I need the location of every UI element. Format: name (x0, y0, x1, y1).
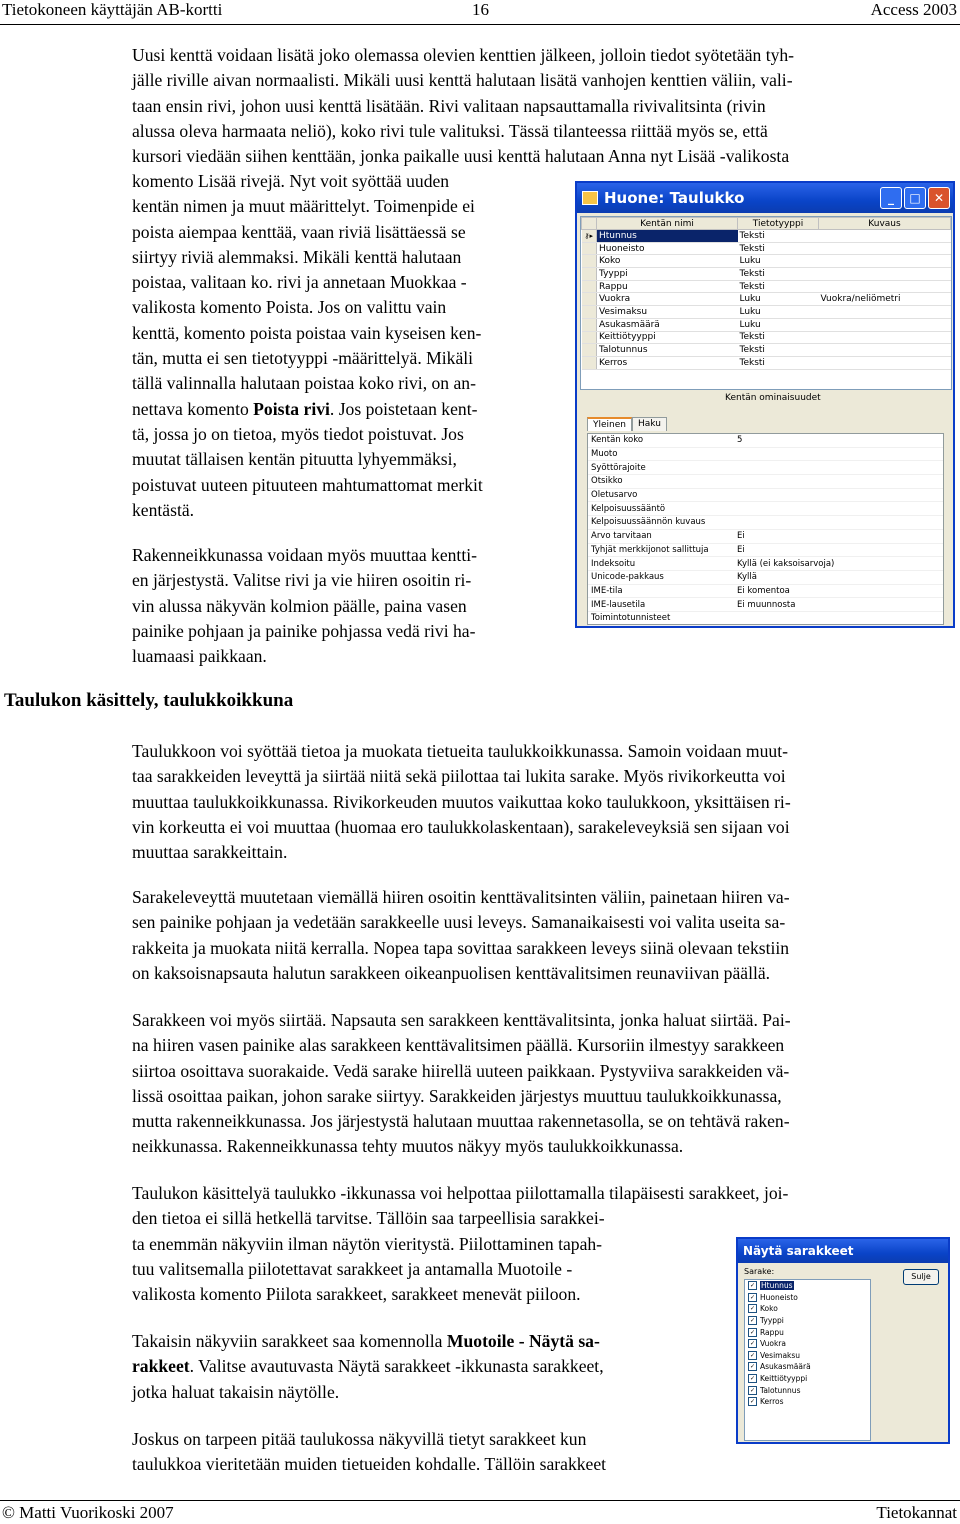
field-desc[interactable] (819, 230, 951, 243)
property-value[interactable]: Ei (734, 529, 943, 543)
property-row[interactable] (588, 475, 943, 489)
text-line: Rakenneikkunassa voidaan myös muuttaa kentti- (132, 545, 477, 565)
row-selector-header (582, 218, 597, 230)
text-line: Taulukon käsittelyä taulukko -ikkunassa voi helpottaa piilottamalla tilapäisesti sarakkeet, joi- (132, 1183, 789, 1203)
property-label: Kentän koko (588, 434, 734, 447)
text-line: jälle riville aivan normaalisti. Mikäli uusi kenttä halutaan lisätä vanhojen kenttien väliin, vali- (132, 70, 793, 91)
list-item[interactable] (745, 1396, 870, 1408)
row-selector[interactable] (582, 255, 597, 268)
property-label: Kelpoisuussäännön kuvaus (588, 516, 734, 530)
property-value[interactable] (734, 461, 943, 475)
field-desc[interactable] (819, 268, 951, 281)
checkbox-checked-icon[interactable]: ✓ (749, 1293, 756, 1301)
field-name[interactable]: Kerros (597, 356, 738, 369)
table-icon (582, 191, 598, 205)
text-line: valikosta komento Poista. Jos on valittu vain (132, 297, 447, 318)
property-value[interactable]: 5 (734, 434, 943, 447)
checkbox-checked-icon[interactable]: ✓ (749, 1282, 756, 1290)
text-line: lissä osoittaa paikan, johon sarake siirtyy. Sarakkeiden järjestys muuttuu taulukkoikkunassa, (132, 1085, 782, 1106)
text-line (132, 397, 572, 422)
field-name[interactable]: Rappu (597, 280, 738, 293)
field-name[interactable]: Htunnus (597, 230, 738, 243)
property-label: IME-tila (588, 584, 734, 598)
field-type[interactable]: Teksti (738, 356, 819, 369)
list-item[interactable] (745, 1361, 870, 1373)
key-icon[interactable]: ⚷▸ (582, 230, 597, 243)
item-label: Htunnus (761, 1281, 793, 1291)
text-fragment: Takaisin näkyviin sarakkeet saa komennolla (132, 1331, 447, 1351)
item-label: Keittiötyyppi (760, 1374, 808, 1384)
show-columns-paragraph (132, 1329, 732, 1405)
table-row[interactable] (582, 293, 951, 306)
property-label: Syöttörajoite (588, 461, 734, 475)
intro-paragraph-narrow (132, 169, 572, 523)
text-line: alussa oleva harmaata neliö), koko rivi tule valituksi. Tässä tilanteessa riittää myös se, että (132, 120, 768, 141)
text-line: Sarakeleveyttä muutetaan viemällä hiiren osoitin kenttävalitsinten väliin, painetaan hiiren va- (132, 887, 790, 907)
field-desc[interactable] (819, 306, 951, 319)
footer-right: Tietokannat (876, 1503, 957, 1522)
item-label: Vesimaksu (760, 1350, 801, 1360)
text-line: painike pohjaan ja painike pohjassa vedä rivi ha- (132, 620, 476, 641)
text-line: ta enemmän näkyviin ilman näytön vieritystä. Piilottaminen tapah- (132, 1233, 603, 1254)
checkbox-checked-icon[interactable]: ✓ (749, 1340, 756, 1348)
row-selector[interactable] (582, 293, 597, 306)
property-row[interactable] (588, 611, 943, 625)
tab-haku[interactable]: Haku (632, 417, 667, 431)
property-label: Indeksoitu (588, 557, 734, 571)
property-value[interactable]: Kyllä (734, 570, 943, 584)
page-number: 16 (472, 0, 489, 19)
table-row[interactable] (582, 280, 951, 293)
text-line (132, 1329, 732, 1354)
property-value[interactable] (734, 447, 943, 461)
column-header[interactable]: Kuvaus (819, 218, 951, 230)
section-heading: Taulukon käsittely, taulukkoikkuna (4, 690, 294, 711)
text-line: taulukkoa vieritetään muiden tietueiden kohdalle. Tällöin sarakkeet (132, 1454, 607, 1475)
text-line: valikosta komento Piilota sarakkeet, sarakkeet menevät piiloon. (132, 1284, 581, 1305)
row-selector[interactable] (582, 242, 597, 255)
field-name[interactable]: Vuokra (597, 293, 738, 306)
property-row[interactable] (588, 447, 943, 461)
text-line: neikkunassa. Rakenneikkunassa tehty muutos näkyy myös taulukkoikkunassa. (132, 1136, 684, 1157)
close-button[interactable]: Sulje (903, 1269, 939, 1285)
checkbox-checked-icon[interactable]: ✓ (749, 1375, 756, 1383)
item-label: Koko (760, 1304, 778, 1314)
row-selector[interactable] (582, 318, 597, 331)
property-value[interactable] (734, 611, 943, 625)
table-row[interactable] (582, 331, 951, 344)
property-label: Oletusarvo (588, 488, 734, 502)
property-value[interactable] (734, 475, 943, 489)
maximize-icon[interactable]: □ (904, 187, 926, 209)
bold-command: rakkeet (132, 1356, 190, 1377)
checkbox-checked-icon[interactable]: ✓ (749, 1317, 756, 1325)
table-row[interactable] (582, 230, 951, 243)
header-right: Access 2003 (870, 0, 957, 19)
text-line: muutat tällaisen kentän pituutta lyhyemmäksi, (132, 449, 457, 470)
freeze-columns-paragraph (132, 1427, 732, 1478)
row-selector[interactable] (582, 356, 597, 369)
text-line: kenttä, komento poista poistaa vain kyseisen ken- (132, 322, 482, 343)
text-line: den tietoa ei sillä hetkellä tarvitse. Tällöin saa tarpeellisia sarakkei- (132, 1208, 605, 1229)
field-desc[interactable] (819, 255, 951, 268)
text-line: on kaksoisnapsauta halutun sarakkeen oikeanpuolisen kenttävalitsimen reunaviivan päällä. (132, 962, 771, 983)
text-line: rakkeita ja muokata niitä kerralla. Nopea tapa sovittaa sarakkeen leveys siinä olevaan tekstiin (132, 937, 790, 958)
text-line: poistuvat uuteen pituuteen mahtumattomat merkit (132, 474, 483, 495)
text-line: komento Lisää rivejä. Nyt voit syöttää uuden (132, 171, 450, 191)
table-row[interactable] (582, 242, 951, 255)
list-item[interactable] (745, 1315, 870, 1327)
checkbox-checked-icon[interactable]: ✓ (749, 1386, 756, 1394)
property-label: Arvo tarvitaan (588, 529, 734, 543)
checkbox-checked-icon[interactable]: ✓ (749, 1351, 756, 1359)
field-name[interactable]: Huoneisto (597, 242, 738, 255)
text-line: vin korkeutta ei voi muuttaa (huomaa ero taulukkolaskentaan), sarakeleveyksiä sen sijaan voi (132, 816, 790, 837)
field-type[interactable]: Teksti (738, 242, 819, 255)
text-line: muuttaa taulukkoikkunassa. Rivikorkeuden muutos vaikuttaa koko taulukkoon, yksittäisen ri- (132, 791, 791, 812)
footer-rule (0, 1500, 960, 1501)
column-checklist (744, 1279, 871, 1441)
field-name[interactable]: Koko (597, 255, 738, 268)
field-desc[interactable] (819, 318, 951, 331)
checkbox-checked-icon[interactable]: ✓ (749, 1305, 756, 1313)
list-item[interactable] (745, 1350, 870, 1362)
property-label: Tyhjät merkkijonot sallittuja (588, 543, 734, 557)
item-label: Tyyppi (760, 1316, 784, 1326)
property-row[interactable] (588, 557, 943, 571)
header-rule (0, 24, 960, 25)
item-label: Vuokra (760, 1339, 786, 1349)
row-selector[interactable] (582, 268, 597, 281)
property-value[interactable]: Kyllä (ei kaksoisarvoja) (734, 557, 943, 571)
column-width-paragraph (132, 885, 957, 986)
list-item[interactable] (745, 1303, 870, 1315)
field-desc[interactable] (819, 344, 951, 357)
text-line: tällä valinnalla halutaan poistaa koko rivi, on an- (132, 373, 476, 394)
table-row[interactable] (582, 318, 951, 331)
list-item[interactable] (745, 1326, 870, 1338)
text-line: kentästä. (132, 499, 195, 520)
property-value[interactable]: Ei (734, 543, 943, 557)
text-line: Taulukkoon voi syöttää tietoa ja muokata tietueita taulukkoikkunassa. Samoin voidaan muut- (132, 741, 788, 761)
dialog-caption: Sarake: (744, 1267, 775, 1276)
text-line: tän, mutta ei sen tietotyyppi -määrittelyä. Mikäli (132, 348, 474, 369)
field-desc[interactable]: Vuokra/neliömetri (819, 293, 951, 306)
text-line: sen painike pohjaan ja vedetään sarakkeelle uusi leveys. Samanaikaisesti voi valita useita sa- (132, 912, 786, 933)
text-line: Uusi kenttä voidaan lisätä joko olemassa olevien kenttien jälkeen, jolloin tiedot syötetään tyh- (132, 45, 795, 65)
text-fragment: . Jos poistetaan kent- (329, 398, 478, 419)
text-line: na hiiren vasen painike alas sarakkeen kenttävalitsimen päällä. Kursoriin ilmestyy sarakkeen (132, 1035, 785, 1056)
field-desc[interactable] (819, 356, 951, 369)
property-row[interactable] (588, 543, 943, 557)
properties-panel (587, 433, 944, 625)
footer-left: © Matti Vuorikoski 2007 (2, 1503, 174, 1522)
text-line: kentän nimen ja muut määrittelyt. Toimenpide ei (132, 196, 475, 217)
datasheet-paragraph (132, 739, 957, 865)
close-icon[interactable]: ✕ (928, 187, 950, 209)
text-line: kursori viedään siihen kenttään, jonka paikalle uusi kenttä halutaan Anna nyt Lisää -valikosta (132, 146, 790, 167)
property-row[interactable] (588, 488, 943, 502)
text-line: vin alussa näkyvän kolmion päälle, paina vasen (132, 595, 467, 616)
property-label: Kelpoisuussääntö (588, 502, 734, 516)
item-label: Kerros (760, 1397, 784, 1407)
property-label: Toimintotunnisteet (588, 611, 734, 625)
text-line: mutta rakenneikkunassa. Jos järjestystä halutaan muuttaa rakennetasolla, se on tehtävä raken- (132, 1111, 790, 1132)
text-line: en järjestystä. Valitse rivi ja vie hiiren osoitin ri- (132, 570, 472, 591)
row-selector[interactable] (582, 331, 597, 344)
field-type[interactable]: Luku (738, 293, 819, 306)
field-type[interactable]: Luku (738, 306, 819, 319)
text-fragment: . Valitse avautuvasta Näytä sarakkeet -ikkunasta sarakkeet, (189, 1356, 604, 1377)
window-titlebar[interactable] (577, 183, 953, 213)
header-left: Tietokoneen käyttäjän AB-kortti (2, 0, 223, 19)
field-type[interactable]: Teksti (738, 344, 819, 357)
reorder-paragraph (132, 543, 572, 669)
field-type[interactable]: Teksti (738, 331, 819, 344)
property-label: Muoto (588, 447, 734, 461)
checkbox-checked-icon[interactable]: ✓ (749, 1398, 756, 1406)
property-row[interactable] (588, 516, 943, 530)
field-desc[interactable] (819, 331, 951, 344)
property-row[interactable] (588, 434, 943, 447)
table-row[interactable] (582, 356, 951, 369)
item-label: Asukasmäärä (760, 1362, 811, 1372)
field-type[interactable]: Luku (738, 255, 819, 268)
properties-tabs (587, 417, 667, 431)
text-line: tuu valitsemalla piilotettavat sarakkeet ja antamalla Muotoile - (132, 1258, 573, 1279)
property-value[interactable] (734, 516, 943, 530)
property-value[interactable] (734, 502, 943, 516)
text-line: luamaasi paikkaan. (132, 646, 267, 667)
checkbox-checked-icon[interactable]: ✓ (749, 1328, 756, 1336)
text-line: taan ensin rivi, johon uusi kenttä lisätään. Rivi valitaan napsauttamalla rivivalitsinta (rivin (132, 95, 766, 116)
row-selector[interactable] (582, 344, 597, 357)
list-item[interactable] (745, 1384, 870, 1396)
intro-paragraph (132, 43, 957, 169)
row-selector[interactable] (582, 280, 597, 293)
bold-command: Poista rivi (253, 398, 330, 419)
property-row[interactable] (588, 584, 943, 598)
item-label: Talotunnus (760, 1385, 801, 1395)
list-item[interactable] (745, 1373, 870, 1385)
text-line: siirtyy riviä alemmaksi. Mikäli kenttä halutaan (132, 246, 462, 267)
column-header[interactable]: Kentän nimi (597, 218, 738, 230)
show-columns-dialog (736, 1237, 950, 1444)
table-row[interactable] (582, 255, 951, 268)
field-desc[interactable] (819, 280, 951, 293)
column-header[interactable]: Tietotyyppi (738, 218, 819, 230)
property-value[interactable] (734, 488, 943, 502)
field-type[interactable]: Teksti (738, 230, 819, 243)
field-name[interactable]: Keittiötyyppi (597, 331, 738, 344)
table-design-window (575, 181, 955, 628)
minimize-icon[interactable]: _ (880, 187, 902, 209)
text-fragment: nettava komento (132, 398, 254, 419)
text-line: siirtoa osoittava suorakaide. Vedä sarake hiirellä uuteen paikkaan. Pystyviiva sarakkeiden vä- (132, 1060, 790, 1081)
table-row[interactable] (582, 306, 951, 319)
field-type[interactable]: Luku (738, 318, 819, 331)
window-title: Huone: Taulukko (604, 189, 745, 207)
property-label: Unicode-pakkaus (588, 570, 734, 584)
bold-command: Muotoile - Näytä sa- (446, 1331, 600, 1351)
move-column-paragraph (132, 1008, 957, 1160)
field-grid (580, 216, 952, 390)
property-row[interactable] (588, 529, 943, 543)
text-line: tä, jossa jo on tietoa, myös tiedot poistuvat. Jos (132, 423, 464, 444)
table-row[interactable] (582, 344, 951, 357)
list-item[interactable] (745, 1292, 870, 1304)
text-line: poistaa, valitaan ko. rivi ja annetaan Muokkaa - (132, 272, 467, 293)
field-name[interactable]: Vesimaksu (597, 306, 738, 319)
list-item[interactable] (745, 1280, 870, 1292)
checkbox-checked-icon[interactable]: ✓ (749, 1363, 756, 1371)
text-line: muuttaa sarakkeittain. (132, 842, 288, 863)
property-label: IME-lausetila (588, 598, 734, 612)
list-item[interactable] (745, 1338, 870, 1350)
text-line (132, 1354, 732, 1379)
property-row[interactable] (588, 502, 943, 516)
text-line: taa sarakkeiden leveyttä ja siirtää niitä sekä piilottaa tai lukita sarake. Myös rivikorkeutta voi (132, 766, 786, 787)
tab-yleinen[interactable]: Yleinen (587, 417, 632, 431)
field-name[interactable]: Talotunnus (597, 344, 738, 357)
item-label: Huoneisto (760, 1292, 798, 1302)
text-line: jotka haluat takaisin näytölle. (132, 1381, 340, 1402)
property-row[interactable] (588, 598, 943, 612)
field-properties-caption: Kentän ominaisuudet (725, 393, 821, 403)
field-type[interactable]: Teksti (738, 280, 819, 293)
field-name[interactable]: Asukasmäärä (597, 318, 738, 331)
property-value[interactable]: Ei komentoa (734, 584, 943, 598)
text-line: Joskus on tarpeen pitää taulukossa näkyvillä tietyt sarakkeet kun (132, 1429, 587, 1449)
text-line: Sarakkeen voi myös siirtää. Napsauta sen sarakkeen kenttävalitsinta, jonka haluat siirtää. Pai- (132, 1010, 791, 1030)
field-name[interactable]: Tyyppi (597, 268, 738, 281)
item-label: Rappu (760, 1327, 784, 1337)
property-label: Otsikko (588, 475, 734, 489)
property-row[interactable] (588, 461, 943, 475)
row-selector[interactable] (582, 306, 597, 319)
dialog-title[interactable]: Näytä sarakkeet (738, 1239, 948, 1263)
field-type[interactable]: Teksti (738, 268, 819, 281)
field-desc[interactable] (819, 242, 951, 255)
property-row[interactable] (588, 570, 943, 584)
property-value[interactable]: Ei muunnosta (734, 598, 943, 612)
table-row[interactable] (582, 268, 951, 281)
text-line: poista aiempaa kenttää, vaan riviä lisättäessä se (132, 221, 466, 242)
